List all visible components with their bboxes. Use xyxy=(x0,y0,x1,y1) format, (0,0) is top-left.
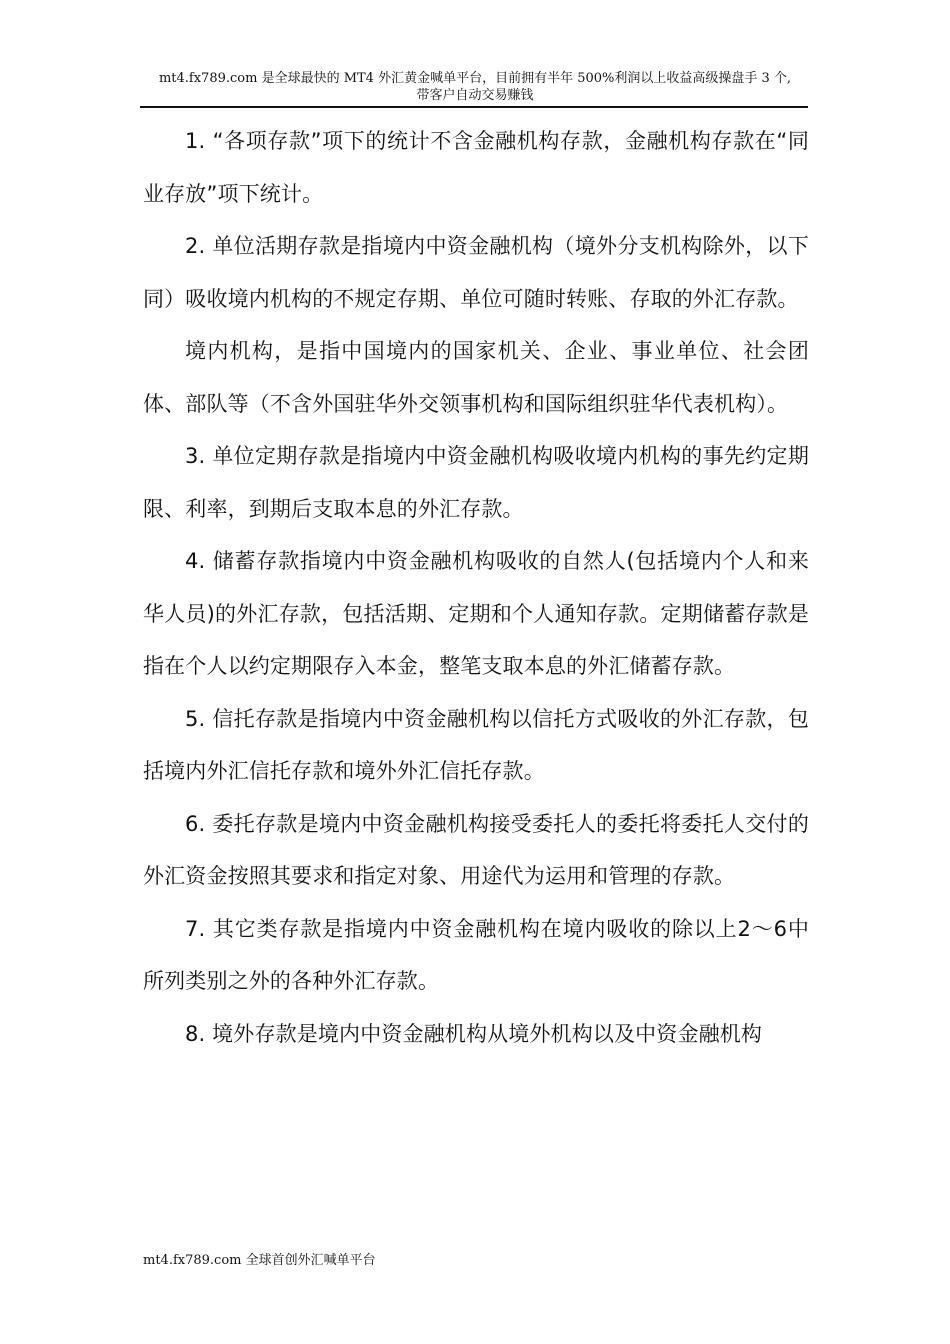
header-divider xyxy=(140,106,808,108)
paragraph-2: 2. 单位活期存款是指境内中资金融机构（境外分支机构除外，以下同）吸收境内机构的不规定存期、单位可随时转账、存取的外汇存款。 xyxy=(143,234,809,311)
page-header xyxy=(120,70,830,104)
paragraph-6: 5. 信托存款是指境内中资金融机构以信托方式吸收的外汇存款，包括境内外汇信托存款和境外外汇信托存款。 xyxy=(143,706,809,783)
header-line-1: mt4.fx789.com 是全球最快的 MT4 外汇黄金喊单平台，目前拥有半年 500%利润以上收益高级操盘手 3 个, xyxy=(158,71,792,86)
header-line-2: 带客户自动交易赚钱 xyxy=(416,88,534,103)
paragraph-9: 8. 境外存款是境内中资金融机构从境外机构以及中资金融机构 xyxy=(185,1021,763,1046)
paragraph-8: 7. 其它类存款是指境内中资金融机构在境内吸收的除以上2～6中所列类别之外的各种外汇存款。 xyxy=(143,916,809,993)
paragraph-3: 境内机构，是指中国境内的国家机关、企业、事业单位、社会团体、部队等（不含外国驻华外交领事机构和国际组织驻华代表机构）。 xyxy=(143,339,809,416)
page-footer: mt4.fx789.com 全球首创外汇喊单平台 xyxy=(143,1253,376,1268)
paragraph-5: 4. 储蓄存款指境内中资金融机构吸收的自然人(包括境内个人和来华人员)的外汇存款，包括活期、定期和个人通知存款。定期储蓄存款是指在个人以约定期限存入本金，整笔支取本息的外汇储蓄存款。 xyxy=(143,549,809,678)
document-body xyxy=(143,115,809,1060)
paragraph-4: 3. 单位定期存款是指境内中资金融机构吸收境内机构的事先约定期限、利率，到期后支取本息的外汇存款。 xyxy=(143,444,809,521)
paragraph-1: 1. “各项存款”项下的统计不含金融机构存款，金融机构存款在“同业存放”项下统计。 xyxy=(143,129,809,206)
paragraph-7: 6. 委托存款是境内中资金融机构接受委托人的委托将委托人交付的外汇资金按照其要求和指定对象、用途代为运用和管理的存款。 xyxy=(143,811,809,888)
